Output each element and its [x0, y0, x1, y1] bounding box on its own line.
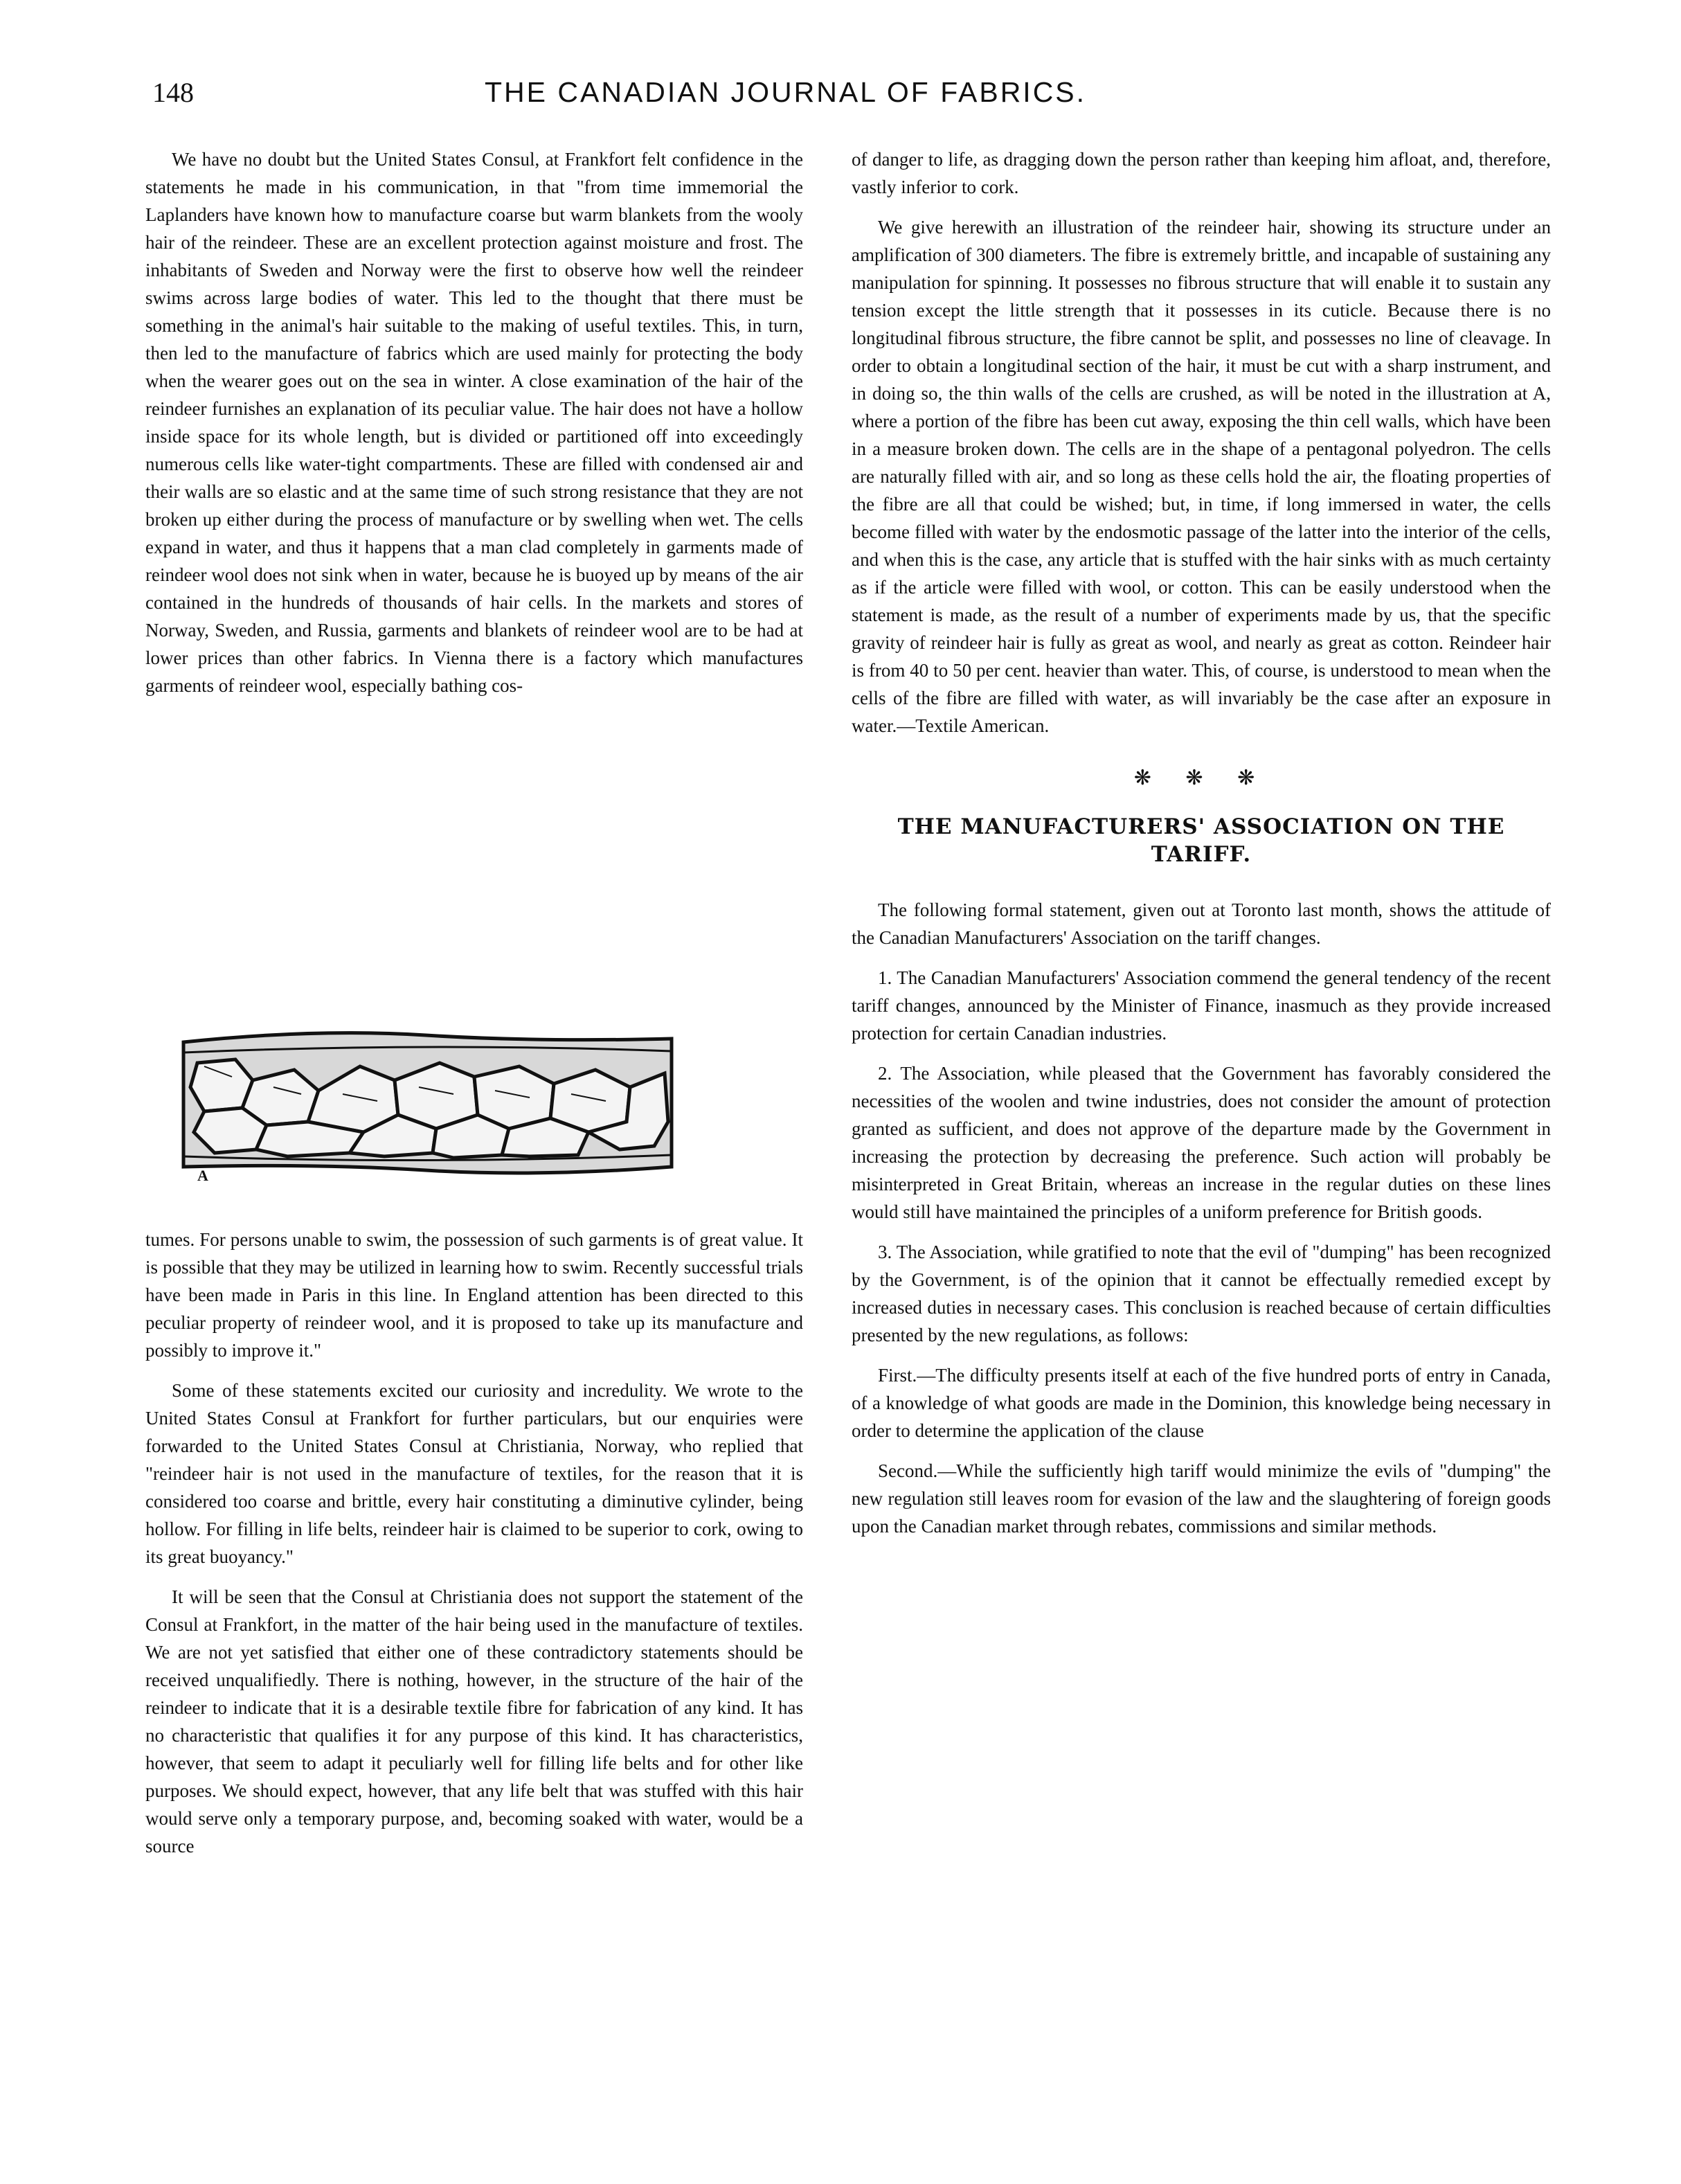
list-item: First.—The difficulty presents itself at each of the five hundred ports of entry in Canada, of a knowledge of what goods are made in the Dominion, this knowledge being necessary in order to determine the application of the clause [852, 1365, 1551, 1441]
reindeer-hair-illustration [177, 1011, 675, 1191]
left-column-bottom [145, 1226, 803, 2105]
section-ornament: ❋ ❋ ❋ [1133, 766, 1269, 790]
article-paragraph-continued: tumes. For persons unable to swim, the possession of such garments is of great value. It is possible that they may be utilized in learning how to swim. Recently successful trials have been made in Paris in this line. In England attention has been directed to this peculiar property of reindeer wool, and it is proposed to take up its manufacture and possibly to improve it." [145, 1229, 803, 1361]
article-paragraph: We have no doubt but the United States Consul, at Frankfort felt confidence in the statements he made in his communication, in that "from time immemorial the Laplanders have known how to manufacture coarse but warm blankets from the wooly hair of the reindeer. These are an excellent protection against moisture and frost. The inhabitants of Sweden and Norway were the first to observe how well the reindeer swims across large bodies of water. This led to the thought that there must be something in the animal's hair suitable to the making of useful textiles. This, in turn, then led to the manufacture of fabrics which are used mainly for protecting the body when the wearer goes out on the sea in winter. A close examination of the hair of the reindeer furnishes an explanation of its peculiar value. The hair does not have a hollow inside space for its whole length, but is divided or partitioned off into exceedingly numerous cells like water-tight compartments. These are filled with condensed air and their walls are so elastic and at the same time of such strong resistance that they are not broken up either during the process of manufacture or by swelling when wet. The cells expand in water, and thus it happens that a man clad completely in garments made of reindeer wool does not sink when in water, because he is buoyed up by means of the air contained in the hundreds of thousands of hair cells. In the markets and stores of Norway, Sweden, and Russia, garments and blankets of reindeer wool are to be had at lower prices than other fabrics. In Vienna there is a factory which manufactures garments of reindeer wool, especially bathing cos- [145, 149, 803, 696]
list-item: Second.—While the sufficiently high tariff would minimize the evils of "dumping" the new regulation still leaves room for evasion of the law and the slaughtering of foreign goods upon the Canadian market through rebates, commissions and similar methods. [852, 1460, 1551, 1537]
figure-label-a: A [197, 1167, 208, 1184]
article-paragraph: The following formal statement, given out at Toronto last month, shows the attitude of the Canadian Manufacturers' Association on the tariff changes. [852, 899, 1551, 948]
article-paragraph-continued: of danger to life, as dragging down the person rather than keeping him afloat, and, therefore, vastly inferior to cork. [852, 149, 1551, 197]
journal-title: THE CANADIAN JOURNAL OF FABRICS. [485, 76, 1087, 108]
reindeer-hair-figure [177, 1011, 675, 1191]
page-header [152, 76, 1537, 118]
article-title: THE MANUFACTURERS' ASSOCIATION ON THE TARIFF. [897, 814, 1505, 867]
article-paragraph: Some of these statements excited our curiosity and incredulity. We wrote to the United States Consul at Frankfort for further particulars, but our enquiries were forwarded to the United States Consul at Christiania, Norway, who replied that "reindeer hair is not used in the manufacture of textiles, for the reason that it is considered too coarse and brittle, every hair constituting a diminutive cylinder, being hollow. For filling in life belts, reindeer hair is claimed to be superior to cork, owing to its great buoyancy." [145, 1380, 803, 1567]
list-item: 1. The Canadian Manufacturers' Association commend the general tendency of the recent tariff changes, announced by the Minister of Finance, inasmuch as they provide increased protection for certain Canadian industries. [852, 967, 1551, 1044]
article-paragraph: We give herewith an illustration of the reindeer hair, showing its structure under an amplification of 300 diameters. The fibre is extremely brittle, and incapable of sustaining any manipulation for spinning. It possesses no fibrous structure that will enable it to sustain any tension except the little strength that it possesses in its cuticle. Because there is no longitudinal fibrous structure, the fibre cannot be split, and possesses no line of cleavage. In order to obtain a longitudinal section of the hair, it must be cut with a sharp instrument, and in doing so, the thin walls of the cells are crushed, as will be noted in the illustration at A, where a portion of the fibre has been cut away, exposing the thin cell walls, which have been in a measure broken down. The cells are in the shape of a pentagonal polyedron. The cells are naturally filled with air, and so long as these cells hold the air, the floating properties of the fibre are all that could be wished; but, in time, if long immersed in water, the cells become filled with water by the endosmotic passage of the latter into the interior of the cells, and when this is the case, any article that is stuffed with the hair sinks with as much certainty as if the article were filled with wool, or cotton. This can be easily understood when the statement is made, as the result of a number of experiments made by us, that the specific gravity of reindeer hair is fully as great as wool, and nearly as great as cotton. Reindeer hair is from 40 to 50 per cent. heavier than water. This, of course, is understood to mean when the cells of the fibre are filled with water, as will invariably be the case after an exposure in water.—Textile American. [852, 217, 1551, 736]
article-paragraph: It will be seen that the Consul at Christiania does not support the statement of the Consul at Frankfort, in the matter of the hair being used in the manufacture of textiles. We are not yet satisfied that either one of these contradictory statements should be received unqualifiedly. There is nothing, however, in the structure of the hair of the reindeer to indicate that it is a desirable textile fibre for fabrication of any kind. It has no characteristic that qualifies it for any purpose of this kind. It has characteristics, however, that seem to adapt it peculiarly well for filling life belts and for other like purposes. We should expect, however, that any life belt that was stuffed with this hair would serve only a temporary purpose, and, becoming soaked with water, would be a source [145, 1586, 803, 1856]
left-column-top [145, 145, 803, 942]
list-item: 2. The Association, while pleased that the Government has favorably considered the necessities of the woolen and twine industries, does not consider the amount of protection granted as sufficient, and does not approve of the departure made by the Government in increasing the protection by decreasing the preference. Such action will probably be misinterpreted in Great Britain, whereas an increase in the regular duties on these lines would still have maintained the principles of a uniform preference for British goods. [852, 1063, 1551, 1222]
list-item: 3. The Association, while gratified to note that the evil of "dumping" has been recognized by the Government, is of the opinion that it cannot be effectually remedied except by increased duties in necessary cases. This conclusion is reached because of certain difficulties presented by the new regulations, as follows: [852, 1242, 1551, 1345]
right-column [852, 145, 1551, 2105]
page-number: 148 [152, 77, 194, 108]
